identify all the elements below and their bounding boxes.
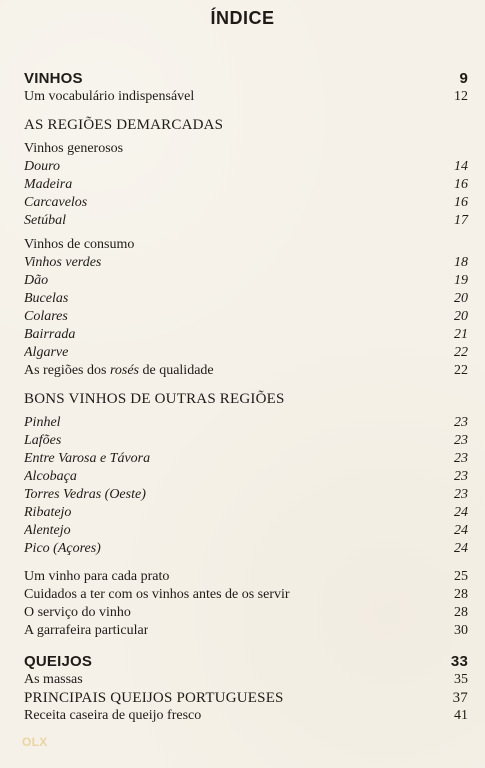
toc-page-number: 21 <box>454 327 468 342</box>
toc-label: A garrafeira particular <box>24 623 149 638</box>
toc-label: Cuidados a ter com os vinhos antes de os servir <box>24 587 290 602</box>
toc-page-number: 19 <box>454 273 468 288</box>
toc-page-number: 24 <box>454 505 468 520</box>
toc-label: Bucelas <box>24 291 69 306</box>
toc-subsection-vinhos-consumo <box>24 236 468 254</box>
toc-page-number: 35 <box>454 672 468 687</box>
toc-page-number: 16 <box>454 177 468 192</box>
toc-entry-alentejo <box>24 522 468 540</box>
toc-page-number: 24 <box>454 523 468 538</box>
toc-label: Setúbal <box>24 213 66 228</box>
toc-subsection-vinhos-generosos <box>24 140 468 158</box>
toc-page-number: 33 <box>450 653 468 670</box>
toc-entry-garrafeira <box>24 622 468 640</box>
toc-label-prefix: As regiões dos <box>24 363 110 378</box>
toc-label: VINHOS <box>24 70 83 87</box>
toc-entry-carcavelos <box>24 194 468 212</box>
toc-label: Vinhos generosos <box>24 141 124 156</box>
toc-entry-pinhel <box>24 414 468 432</box>
toc-label: Alcobaça <box>24 469 77 484</box>
toc-entry-roses <box>24 362 468 380</box>
toc-label: QUEIJOS <box>24 653 93 670</box>
toc-page-number: 28 <box>454 605 468 620</box>
toc-label: Dão <box>24 273 49 288</box>
toc-page-number: 22 <box>454 363 468 378</box>
toc-entry-entre-varosa-tavora <box>24 450 468 468</box>
toc-label: Pico (Açores) <box>24 541 101 556</box>
toc-entry-massas <box>24 671 468 689</box>
watermark-logo: OLX <box>22 735 48 749</box>
toc-page-number: 16 <box>454 195 468 210</box>
toc-section-regioes-demarcadas <box>24 116 468 134</box>
toc-entry-algarve <box>24 344 468 362</box>
toc-page-number: 20 <box>454 309 468 324</box>
spacer <box>24 558 468 568</box>
toc-entry-alcobaca <box>24 468 468 486</box>
toc-entry-receita <box>24 707 468 725</box>
toc-label: Torres Vedras (Oeste) <box>24 487 146 502</box>
toc-page-number: 23 <box>454 469 468 484</box>
page-title: ÍNDICE <box>210 8 275 28</box>
toc-label: Colares <box>24 309 68 324</box>
toc-page-number: 30 <box>454 623 468 638</box>
toc-label: Vinhos verdes <box>24 255 102 270</box>
toc-page-number: 9 <box>459 70 468 87</box>
toc-page-number: 23 <box>454 415 468 430</box>
toc-section-queijos <box>24 653 468 671</box>
toc-page-number: 25 <box>454 569 468 584</box>
toc-entry-ribatejo <box>24 504 468 522</box>
toc-label: Alentejo <box>24 523 71 538</box>
toc-label <box>24 362 214 380</box>
toc-entry-vinhos-verdes <box>24 254 468 272</box>
toc-section-vinhos <box>24 70 468 88</box>
toc-page-number: 17 <box>454 213 468 228</box>
toc-label: Entre Varosa e Távora <box>24 451 151 466</box>
toc-entry-pico <box>24 540 468 558</box>
toc-entry-douro <box>24 158 468 176</box>
toc-page-number: 22 <box>454 345 468 360</box>
toc-label: BONS VINHOS DE OUTRAS REGIÕES <box>24 391 285 407</box>
toc-label: As massas <box>24 672 83 687</box>
toc-label: Bairrada <box>24 327 76 342</box>
spacer <box>24 380 468 390</box>
toc-label: AS REGIÕES DEMARCADAS <box>24 117 224 133</box>
toc-entry-madeira <box>24 176 468 194</box>
toc-label: Madeira <box>24 177 73 192</box>
toc-page-number: 37 <box>452 690 468 706</box>
toc-label: Douro <box>24 159 61 174</box>
toc-section-outras-regioes <box>24 390 468 408</box>
toc-label: Algarve <box>24 345 69 360</box>
toc-page-number: 23 <box>454 487 468 502</box>
toc-page-number: 41 <box>454 708 468 723</box>
toc-label-suffix: de qualidade <box>138 363 214 378</box>
toc-page-number: 24 <box>454 541 468 556</box>
toc-entry-principais-queijos <box>24 689 468 707</box>
toc-label: Um vocabulário indispensável <box>24 89 195 104</box>
toc-entry-setubal <box>24 212 468 230</box>
spacer <box>24 640 468 653</box>
toc-entry-vinho-prato <box>24 568 468 586</box>
toc-label: Carcavelos <box>24 195 88 210</box>
toc-entry-bairrada <box>24 326 468 344</box>
toc-entry-servico <box>24 604 468 622</box>
table-of-contents <box>24 70 468 725</box>
toc-page-number: 18 <box>454 255 468 270</box>
toc-label: Ribatejo <box>24 505 72 520</box>
toc-entry-bucelas <box>24 290 468 308</box>
toc-page-number: 23 <box>454 451 468 466</box>
toc-label: Um vinho para cada prato <box>24 569 170 584</box>
toc-label: Lafões <box>24 433 62 448</box>
toc-entry-vocabulario <box>24 88 468 106</box>
toc-page-number: 28 <box>454 587 468 602</box>
toc-entry-torres-vedras <box>24 486 468 504</box>
toc-page-number: 23 <box>454 433 468 448</box>
toc-label: Receita caseira de queijo fresco <box>24 708 202 723</box>
toc-entry-colares <box>24 308 468 326</box>
toc-page-number: 20 <box>454 291 468 306</box>
toc-label: O serviço do vinho <box>24 605 131 620</box>
toc-entry-dao <box>24 272 468 290</box>
toc-label-italic: rosés <box>109 363 139 378</box>
toc-entry-lafoes <box>24 432 468 450</box>
toc-label: Vinhos de consumo <box>24 237 135 252</box>
toc-label: PRINCIPAIS QUEIJOS PORTUGUESES <box>24 690 284 706</box>
toc-entry-cuidados <box>24 586 468 604</box>
toc-label: Pinhel <box>24 415 61 430</box>
toc-page-number: 12 <box>454 89 468 104</box>
toc-page-number: 14 <box>454 159 468 174</box>
spacer <box>24 106 468 116</box>
